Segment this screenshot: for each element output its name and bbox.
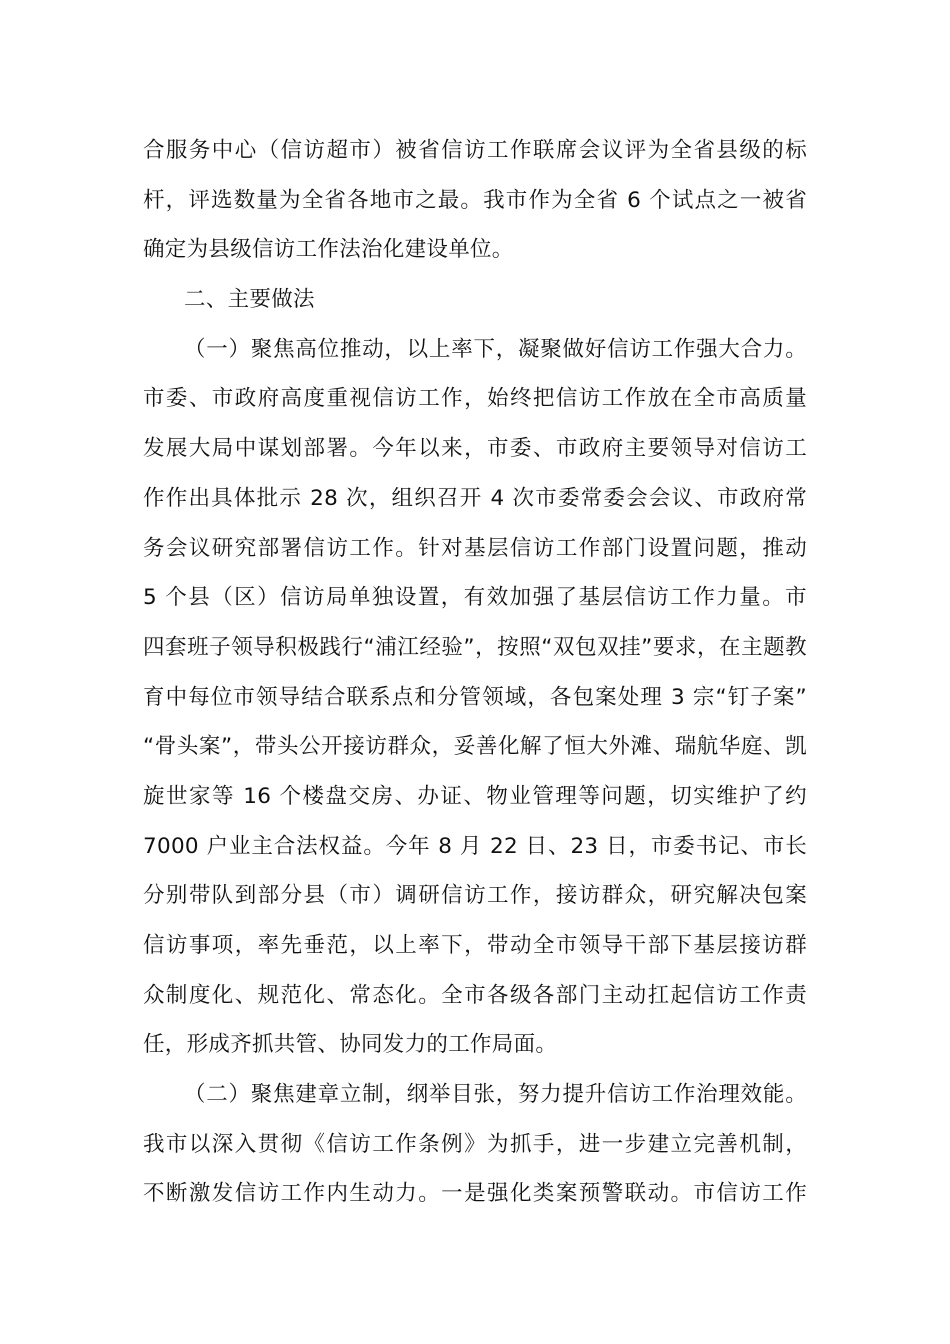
paragraph-line: 5 个县（区）信访局单独设置，有效加强了基层信访工作力量。市 — [143, 585, 807, 611]
document-body — [143, 126, 807, 1219]
subsection-heading: （一）聚焦高位推动，以上率下，凝聚做好信访工作强大合力。 — [184, 336, 807, 362]
paragraph-line: 杆，评选数量为全省各地市之最。我市作为全省 6 个试点之一被省 — [143, 187, 807, 213]
subsection-heading: （二）聚焦建章立制，纲举目张，努力提升信访工作治理效能。 — [184, 1082, 807, 1108]
paragraph-line: 分别带队到部分县（市）调研信访工作，接访群众，研究解决包案 — [143, 883, 807, 909]
paragraph-line: 任，形成齐抓共管、协同发力的工作局面。 — [143, 1032, 558, 1058]
paragraph-line: 我市以深入贯彻《信访工作条例》为抓手，进一步建立完善机制， — [143, 1131, 807, 1157]
paragraph-line: 确定为县级信访工作法治化建设单位。 — [143, 237, 514, 263]
paragraph-line: 7000 户业主合法权益。今年 8 月 22 日、23 日，市委书记、市长 — [143, 833, 807, 859]
paragraph-line: 四套班子领导积极践行“浦江经验”，按照“双包双挂”要求，在主题教 — [143, 634, 807, 660]
paragraph-line: 旋世家等 16 个楼盘交房、办证、物业管理等问题，切实维护了约 — [143, 783, 807, 809]
paragraph-line: 市委、市政府高度重视信访工作，始终把信访工作放在全市高质量 — [143, 386, 807, 412]
paragraph-line: 合服务中心（信访超市）被省信访工作联席会议评为全省县级的标 — [143, 138, 807, 163]
paragraph-line: 育中每位市领导结合联系点和分管领域，各包案处理 3 宗“钉子案” — [143, 684, 807, 710]
paragraph-line: 作作出具体批示 28 次，组织召开 4 次市委常委会会议、市政府常 — [143, 485, 807, 511]
section-heading: 二、主要做法 — [184, 287, 315, 313]
paragraph-line: 不断激发信访工作内生动力。一是强化类案预警联动。市信访工作 — [143, 1181, 807, 1207]
paragraph-line: 发展大局中谋划部署。今年以来，市委、市政府主要领导对信访工 — [143, 436, 807, 462]
paragraph-line: “骨头案”，带头公开接访群众，妥善化解了恒大外滩、瑞航华庭、凯 — [143, 734, 807, 760]
paragraph-line: 信访事项，率先垂范，以上率下，带动全市领导干部下基层接访群 — [143, 933, 807, 958]
paragraph-line: 务会议研究部署信访工作。针对基层信访工作部门设置问题，推动 — [143, 535, 807, 561]
paragraph-line: 众制度化、规范化、常态化。全市各级各部门主动扛起信访工作责 — [143, 982, 807, 1008]
